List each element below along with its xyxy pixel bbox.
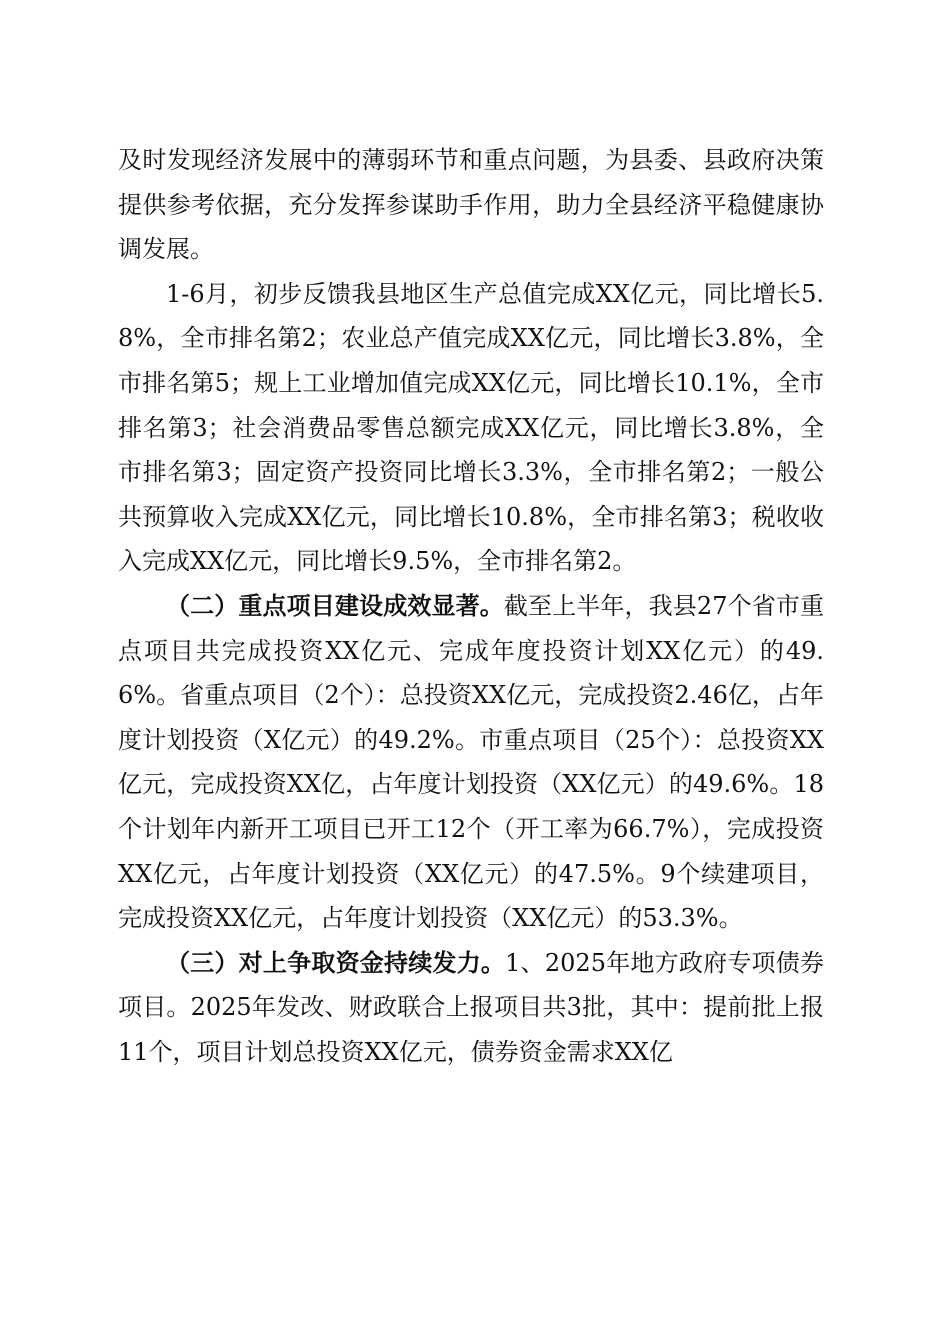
section-heading-key-projects: （二）重点项目建设成效显著。 — [166, 590, 504, 620]
paragraph-funding-body: 1、2025年地方政府专项债券项目。2025年发改、财政联合上报项目共3批，其中：提前批上报11个，项目计划总投资XX亿元，债券资金需求XX亿 — [118, 948, 825, 1066]
paragraph-funding — [118, 941, 824, 1075]
section-heading-funding: （三）对上争取资金持续发力。 — [166, 947, 506, 977]
paragraph-intro-continuation: 及时发现经济发展中的薄弱环节和重点问题，为县委、县政府决策提供参考依据，充分发挥参谋助手作用，助力全县经济平稳健康协调发展。 — [118, 146, 824, 264]
paragraph-key-projects — [118, 584, 824, 941]
paragraph-economic-indicators: 1-6月，初步反馈我县地区生产总值完成XX亿元，同比增长5.8%，全市排名第2；农业总产值完成XX亿元，同比增长3.8%，全市排名第5；规上工业增加值完成XX亿元，同比增长10.1%，全市排名第3；社会消费品零售总额完成XX亿元，同比增长3.8%，全市排名第3；固定资产投资同比增长3.3%，全市排名第2；一般公共预算收入完成XX亿元，同比增长10.8%，全市排名第3；税收收入完成XX亿元，同比增长9.5%，全市排名第2。 — [118, 279, 824, 576]
document-body — [118, 138, 824, 1074]
paragraph-key-projects-body: 截至上半年，我县27个省市重点项目共完成投资XX亿元、完成年度投资计划XX亿元）的49.6%。省重点项目（2个）：总投资XX亿元，完成投资2.46亿，占年度计划投资（X亿元）的49.2%。市重点项目（25个）：总投资XX亿元，完成投资XX亿，占年度计划投资（XX亿元）的49.6%。18个计划年内新开工项目已开工12个（开工率为66.7%），完成投资XX亿元，占年度计划投资（XX亿元）的47.5%。9个续建项目，完成投资XX亿元，占年度计划投资（XX亿元）的53.3%。 — [118, 591, 824, 933]
